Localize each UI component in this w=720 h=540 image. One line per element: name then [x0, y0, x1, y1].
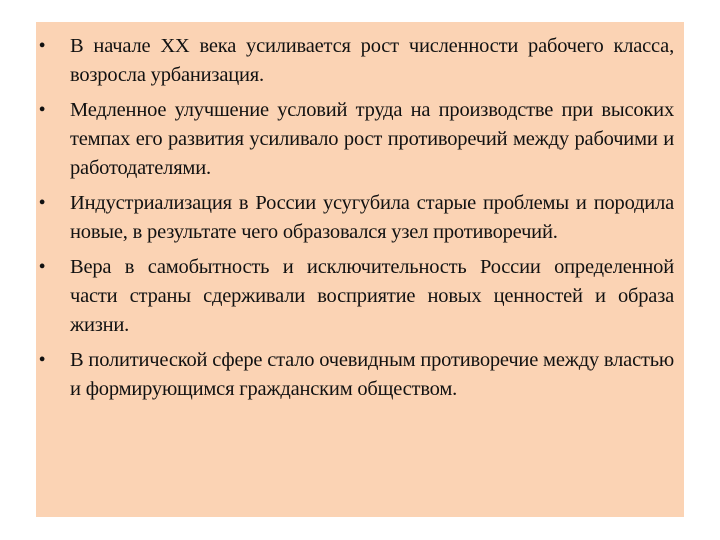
bullet-item [36, 189, 674, 247]
bullet-icon: • [38, 35, 46, 57]
bullet-icon: • [38, 192, 46, 214]
bullet-icon: • [38, 99, 46, 121]
bullet-item [36, 253, 674, 340]
bullet-icon: • [38, 256, 46, 278]
bullet-text: В политической сфере стало очевидным противоречие между властью и формирующимся гражданским обществом. [70, 349, 674, 400]
bullet-text: В начале XX века усиливается рост численности рабочего класса, возросла урбанизация. [70, 35, 674, 86]
bullet-icon: • [38, 349, 46, 371]
bullet-item [36, 346, 674, 404]
bullet-item [36, 32, 674, 90]
bullet-text: Медленное улучшение условий труда на производстве при высоких темпах его развития усиливало рост противоречий между рабочими и работодателями. [70, 99, 674, 179]
slide-content-panel [36, 22, 684, 517]
bullet-item [36, 96, 674, 183]
bullet-text: Вера в самобытность и исключительность России определенной части страны сдерживали восприятие новых ценностей и образа жизни. [70, 256, 674, 336]
bullet-list [36, 32, 674, 404]
bullet-text: Индустриализация в России усугубила старые проблемы и породила новые, в результате чего образовался узел противоречий. [70, 192, 674, 243]
